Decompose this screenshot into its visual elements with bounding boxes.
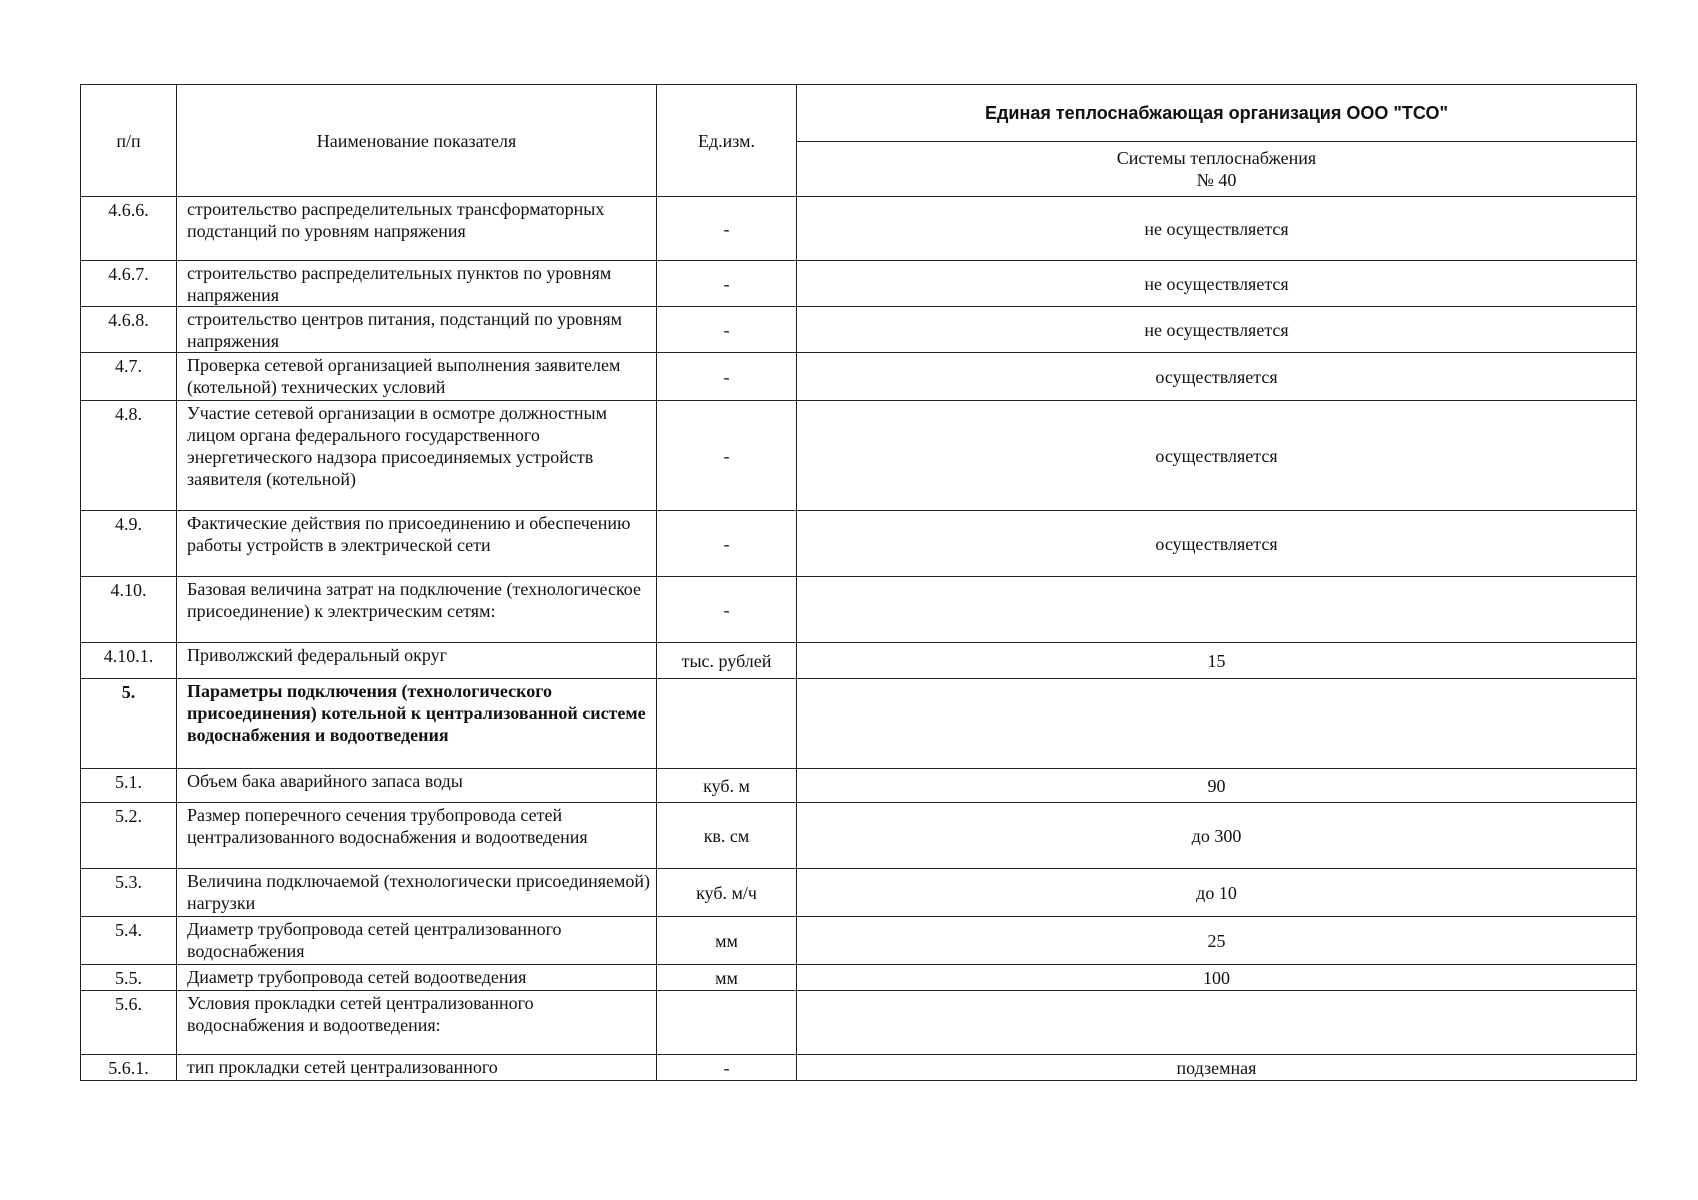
row-value: 100 xyxy=(797,965,1637,991)
row-value: осуществляется xyxy=(797,353,1637,401)
row-value xyxy=(797,577,1637,643)
row-number: 4.10.1. xyxy=(81,643,177,679)
row-unit: куб. м/ч xyxy=(657,869,797,917)
row-unit: тыс. рублей xyxy=(657,643,797,679)
row-number: 4.10. xyxy=(81,577,177,643)
row-number: 5.4. xyxy=(81,917,177,965)
row-name: Размер поперечного сечения трубопровода сетей централизованного водоснабжения и водоотведения xyxy=(177,803,657,869)
row-number: 5.6. xyxy=(81,991,177,1055)
row-value: подземная xyxy=(797,1055,1637,1081)
row-unit: - xyxy=(657,197,797,261)
row-value: не осуществляется xyxy=(797,197,1637,261)
row-name: Фактические действия по присоединению и обеспечению работы устройств в электрической сети xyxy=(177,511,657,577)
table-row xyxy=(81,803,1637,869)
row-unit: куб. м xyxy=(657,769,797,803)
table-row xyxy=(81,261,1637,307)
indicator-table xyxy=(80,84,1637,1081)
row-name: Параметры подключения (технологического присоединения) котельной к централизованной системе водоснабжения и водоотведения xyxy=(177,679,657,769)
row-unit: - xyxy=(657,1055,797,1081)
row-number: 5.2. xyxy=(81,803,177,869)
row-unit: - xyxy=(657,353,797,401)
row-value: до 10 xyxy=(797,869,1637,917)
row-name: Объем бака аварийного запаса воды xyxy=(177,769,657,803)
row-unit: - xyxy=(657,261,797,307)
row-unit xyxy=(657,991,797,1055)
row-number: 4.6.6. xyxy=(81,197,177,261)
row-value: до 300 xyxy=(797,803,1637,869)
row-name: Приволжский федеральный округ xyxy=(177,643,657,679)
header-system xyxy=(797,142,1637,197)
table-row xyxy=(81,197,1637,261)
row-value: 15 xyxy=(797,643,1637,679)
row-number: 5.1. xyxy=(81,769,177,803)
header-name: Наименование показателя xyxy=(177,85,657,197)
table-row xyxy=(81,511,1637,577)
row-number: 5.5. xyxy=(81,965,177,991)
table-row xyxy=(81,769,1637,803)
row-value: не осуществляется xyxy=(797,261,1637,307)
row-number: 4.8. xyxy=(81,401,177,511)
row-value: 90 xyxy=(797,769,1637,803)
table-row xyxy=(81,917,1637,965)
table-row xyxy=(81,991,1637,1055)
table-row xyxy=(81,965,1637,991)
header-num: п/п xyxy=(81,85,177,197)
row-unit: - xyxy=(657,307,797,353)
row-unit: - xyxy=(657,511,797,577)
header-organization: Единая теплоснабжающая организация ООО "ТСО" xyxy=(797,85,1637,142)
row-value: осуществляется xyxy=(797,401,1637,511)
row-name: Диаметр трубопровода сетей водоотведения xyxy=(177,965,657,991)
row-number: 5.3. xyxy=(81,869,177,917)
row-number: 4.6.8. xyxy=(81,307,177,353)
row-value: осуществляется xyxy=(797,511,1637,577)
row-name: тип прокладки сетей централизованного xyxy=(177,1055,657,1081)
row-name: строительство центров питания, подстанций по уровням напряжения xyxy=(177,307,657,353)
row-name: Диаметр трубопровода сетей централизованного водоснабжения xyxy=(177,917,657,965)
row-number: 4.7. xyxy=(81,353,177,401)
table-row xyxy=(81,401,1637,511)
table-row xyxy=(81,643,1637,679)
table-row xyxy=(81,679,1637,769)
row-unit: мм xyxy=(657,917,797,965)
table-row xyxy=(81,577,1637,643)
row-unit xyxy=(657,679,797,769)
row-value: 25 xyxy=(797,917,1637,965)
table-row xyxy=(81,869,1637,917)
row-name: Величина подключаемой (технологически присоединяемой) нагрузки xyxy=(177,869,657,917)
row-number: 4.6.7. xyxy=(81,261,177,307)
table-row xyxy=(81,307,1637,353)
row-unit: мм xyxy=(657,965,797,991)
row-name: строительство распределительных трансформаторных подстанций по уровням напряжения xyxy=(177,197,657,261)
row-number: 5. xyxy=(81,679,177,769)
header-unit: Ед.изм. xyxy=(657,85,797,197)
table-row xyxy=(81,1055,1637,1081)
header-row xyxy=(81,85,1637,142)
row-unit: - xyxy=(657,577,797,643)
table-row xyxy=(81,353,1637,401)
row-unit: - xyxy=(657,401,797,511)
row-value xyxy=(797,991,1637,1055)
row-name: Условия прокладки сетей централизованного водоснабжения и водоотведения: xyxy=(177,991,657,1055)
row-number: 5.6.1. xyxy=(81,1055,177,1081)
row-name: Участие сетевой организации в осмотре должностным лицом органа федерального государственного энергетического надзора присоединяемых устройств заявителя (котельной) xyxy=(177,401,657,511)
header-system-title: Системы теплоснабжения xyxy=(1116,148,1317,168)
row-number: 4.9. xyxy=(81,511,177,577)
row-name: Базовая величина затрат на подключение (технологическое присоединение) к электрическим сетям: xyxy=(177,577,657,643)
row-value: не осуществляется xyxy=(797,307,1637,353)
header-system-number: № 40 xyxy=(1196,170,1237,190)
row-unit: кв. см xyxy=(657,803,797,869)
row-name: Проверка сетевой организацией выполнения заявителем (котельной) технических условий xyxy=(177,353,657,401)
row-name: строительство распределительных пунктов по уровням напряжения xyxy=(177,261,657,307)
row-value xyxy=(797,679,1637,769)
